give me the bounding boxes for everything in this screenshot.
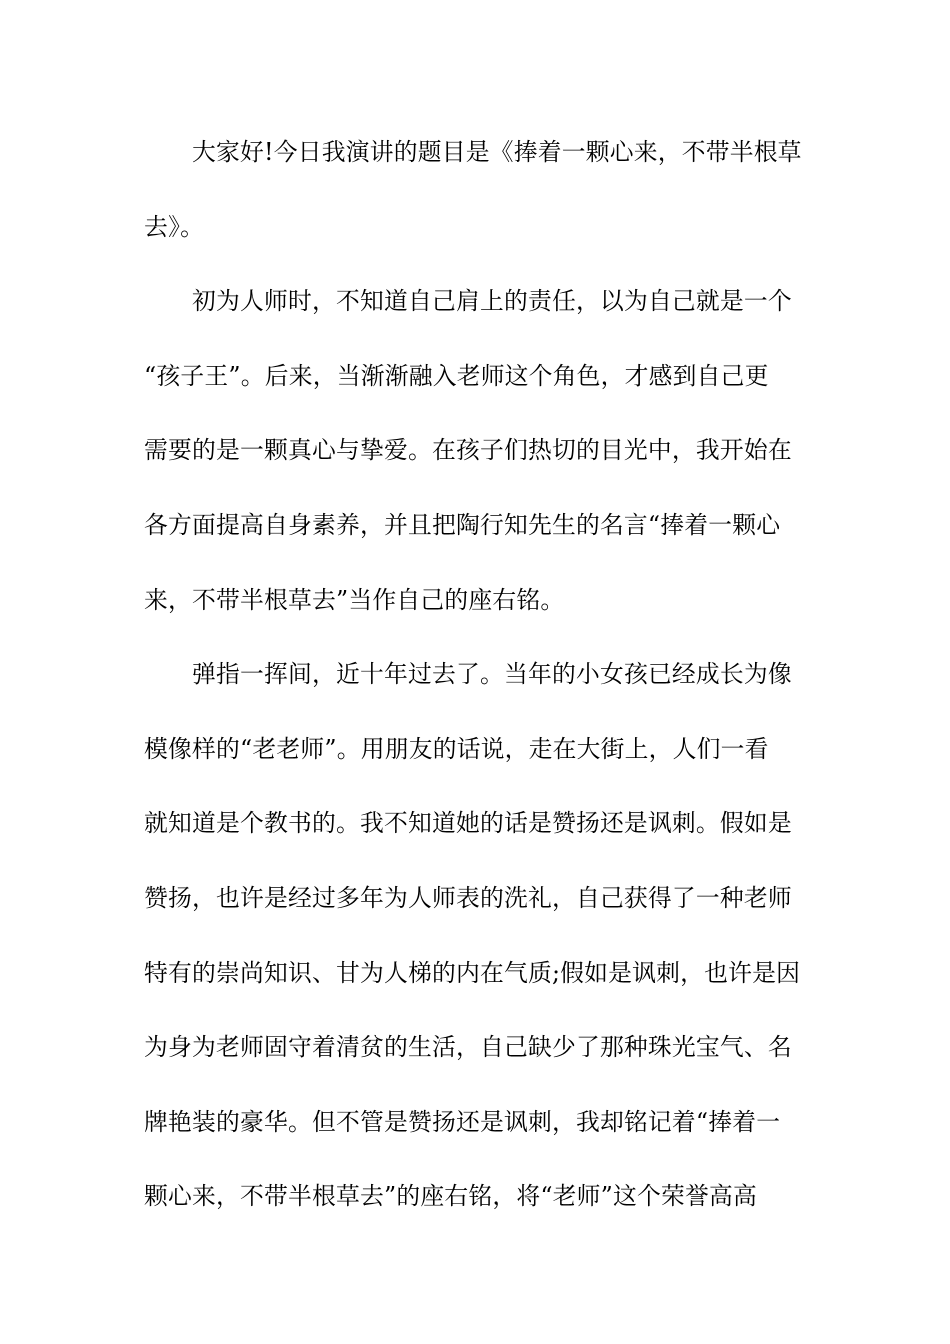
text-line: 各方面提高自身素养，并且把陶行知先生的名言“捧着一颗心 xyxy=(144,510,781,539)
text-line: 大家好!今日我演讲的题目是《捧着一颗心来，不带半根草 xyxy=(192,138,802,166)
text-line: 牌艳装的豪华。但不管是赞扬还是讽刺，我却铭记着“捧着一 xyxy=(144,1107,781,1136)
text-line: 来，不带半根草去”当作自己的座右铭。 xyxy=(144,585,565,614)
text-line: 需要的是一颗真心与挚爱。在孩子们热切的目光中，我开始在 xyxy=(144,436,792,465)
text-line: 去》。 xyxy=(144,212,205,241)
text-line: 初为人师时，不知道自己肩上的责任，以为自己就是一个 xyxy=(192,287,792,316)
text-line: “孩子王”。后来，当渐渐融入老师这个角色，才感到自己更 xyxy=(144,361,769,390)
text-line: 模像样的“老老师”。用朋友的话说，走在大街上，人们一看 xyxy=(144,734,769,763)
text-line: 特有的崇尚知识、甘为人梯的内在气质;假如是讽刺，也许是因 xyxy=(144,958,801,987)
text-line: 就知道是个教书的。我不知道她的话是赞扬还是讽刺。假如是 xyxy=(144,809,792,838)
text-line: 赞扬，也许是经过多年为人师表的洗礼，自己获得了一种老师 xyxy=(144,883,792,912)
text-line: 颗心来，不带半根草去”的座右铭，将“老师”这个荣誉高高 xyxy=(144,1182,758,1211)
speech-text xyxy=(144,129,812,1248)
text-line: 弹指一挥间，近十年过去了。当年的小女孩已经成长为像 xyxy=(192,660,792,689)
text-line: 为身为老师固守着清贫的生活，自己缺少了那种珠光宝气、名 xyxy=(144,1033,792,1062)
